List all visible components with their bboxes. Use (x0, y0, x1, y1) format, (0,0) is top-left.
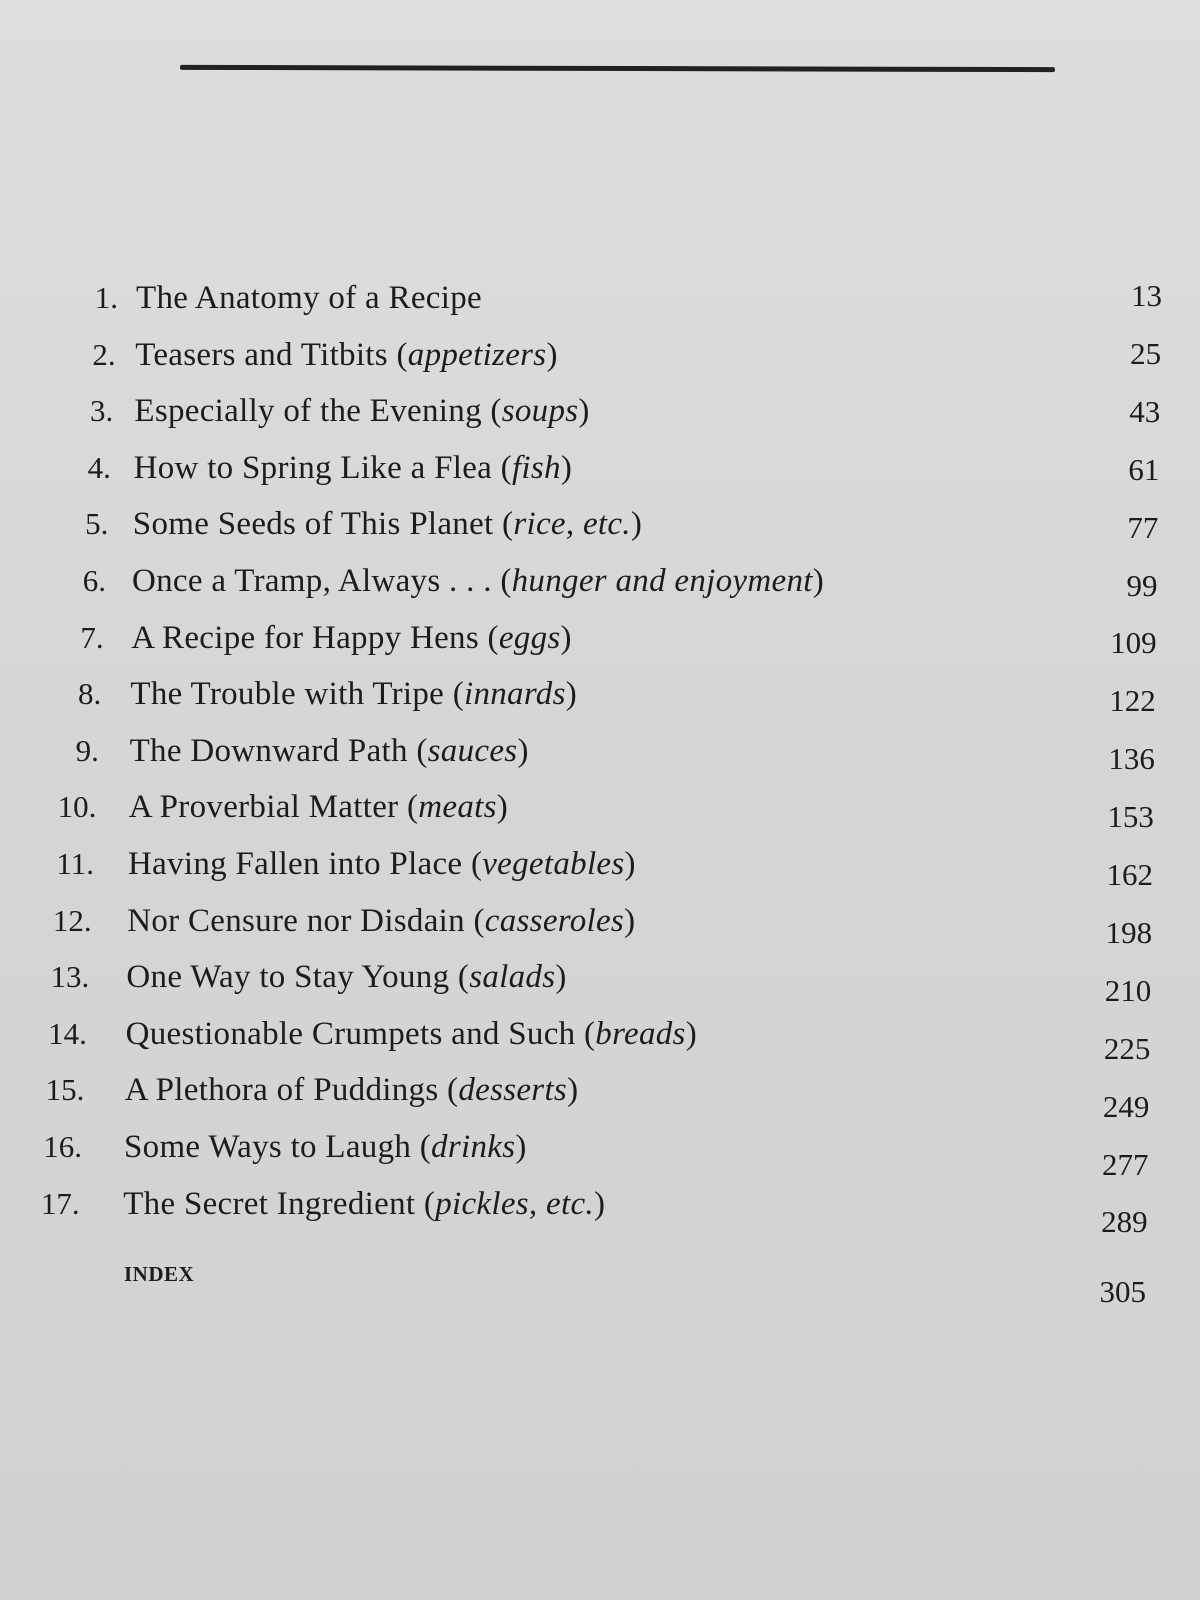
chapter-title-text: A Plethora of Puddings (124, 1072, 439, 1109)
toc-entry[interactable] (0, 612, 1200, 664)
page-number: 61 (1128, 451, 1160, 487)
page-number: 249 (1102, 1088, 1150, 1124)
page-number: 210 (1104, 972, 1152, 1008)
chapter-title: The Trouble with Tripe (innards) (130, 676, 578, 713)
chapter-subject: eggs (498, 619, 561, 656)
chapter-title-text: Especially of the Evening (134, 393, 482, 430)
page-number: 277 (1102, 1146, 1149, 1182)
chapter-title: The Downward Path (sauces) (129, 732, 529, 769)
chapter-title: Having Fallen into Place (vegetables) (128, 846, 636, 882)
chapter-title: The Secret Ingredient (pickles, etc.) (123, 1185, 606, 1222)
chapter-title: A Plethora of Puddings (desserts) (124, 1072, 579, 1109)
chapter-title (136, 272, 482, 324)
chapter-subject: desserts (458, 1072, 568, 1109)
page-number: 25 (1130, 335, 1162, 371)
chapter-subject: rice, etc. (513, 506, 631, 543)
chapter-title-text: A Recipe for Happy Hens (131, 619, 479, 656)
chapter-subject: vegetables (482, 846, 625, 882)
page-number: 153 (1107, 799, 1154, 835)
chapter-title: Teasers and Titbits (appetizers) (135, 336, 558, 373)
chapter-subject: casseroles (484, 902, 625, 939)
chapter-number: 12. (52, 902, 92, 938)
chapter-number: 16. (43, 1129, 82, 1164)
chapter-number: 5. (85, 506, 109, 542)
toc-entry[interactable] (0, 1064, 1200, 1124)
chapter-title-text: Questionable Crumpets and Such (125, 1015, 576, 1052)
chapter-number: 13. (50, 959, 90, 995)
toc-entry[interactable] (0, 781, 1200, 833)
chapter-subject: innards (463, 676, 566, 713)
chapter-subject: meats (418, 789, 497, 826)
chapter-title-text: Some Ways to Laugh (124, 1129, 412, 1165)
chapter-number: 9. (75, 732, 99, 768)
chapter-number: 6. (82, 563, 106, 598)
page-number: 225 (1103, 1030, 1151, 1066)
chapter-title-text: The Secret Ingredient (123, 1185, 416, 1222)
chapter-title-text: Teasers and Titbits (135, 336, 388, 373)
chapter-subject: soups (501, 393, 579, 430)
toc-entry[interactable] (0, 272, 1200, 324)
chapter-number: 17. (40, 1185, 80, 1221)
page-number: 77 (1127, 509, 1159, 545)
toc-entry[interactable] (0, 442, 1200, 494)
page-number: 122 (1109, 683, 1156, 719)
chapter-subject: drinks (431, 1129, 516, 1165)
chapter-number: 10. (57, 789, 97, 825)
chapter-title-text: Having Fallen into Place (128, 846, 463, 882)
chapter-subject: pickles, etc. (435, 1185, 594, 1222)
page-number: 162 (1106, 857, 1153, 892)
chapter-number: 8. (77, 676, 102, 712)
chapter-title-text: Nor Censure nor Disdain (127, 902, 465, 939)
chapter-number: 3. (89, 393, 114, 429)
chapter-title-text: Once a Tramp, Always . . . (132, 563, 492, 599)
chapter-number: 2. (92, 336, 116, 372)
chapter-title-text: The Anatomy of a Recipe (136, 280, 482, 316)
page-number: 43 (1129, 393, 1161, 429)
chapter-subject: appetizers (407, 336, 547, 373)
chapter-title: Some Ways to Laugh (drinks) (124, 1129, 527, 1165)
toc-entry[interactable] (0, 838, 1200, 890)
toc-entry[interactable] (0, 895, 1200, 950)
chapter-number: 4. (87, 449, 111, 485)
chapter-title: Questionable Crumpets and Such (breads) (125, 1015, 697, 1052)
chapter-subject: hunger and enjoyment (511, 563, 813, 599)
toc-entry[interactable] (0, 668, 1200, 720)
toc-entry[interactable] (0, 385, 1200, 437)
index-label: INDEX (124, 1262, 195, 1286)
chapter-number: 11. (56, 846, 94, 881)
toc-entry[interactable] (0, 1178, 1200, 1240)
toc-entry[interactable] (0, 1121, 1200, 1182)
page-number: 289 (1101, 1204, 1148, 1240)
chapter-title: A Proverbial Matter (meats) (128, 789, 509, 826)
toc-entry[interactable] (0, 725, 1200, 777)
chapter-title-text: One Way to Stay Young (126, 959, 450, 996)
chapter-subject: salads (469, 959, 556, 996)
chapter-title: A Recipe for Happy Hens (eggs) (131, 619, 572, 656)
index-page-number: 305 (1099, 1274, 1146, 1309)
page-number: 136 (1108, 741, 1155, 777)
chapter-title: Once a Tramp, Always . . . (hunger and enjoyment) (132, 563, 825, 599)
page-number: 13 (1131, 278, 1162, 313)
chapter-title: Nor Censure nor Disdain (casseroles) (127, 902, 636, 939)
chapter-subject: fish (511, 449, 561, 486)
page-number: 109 (1110, 625, 1157, 661)
toc-entry-index[interactable] (0, 1254, 1200, 1309)
chapter-title: Some Seeds of This Planet (rice, etc.) (132, 506, 643, 543)
chapter-number: 14. (48, 1015, 87, 1051)
chapter-number: 1. (94, 280, 118, 315)
page-number: 99 (1126, 567, 1158, 603)
page-number: 198 (1105, 914, 1153, 950)
toc-entry[interactable] (0, 951, 1200, 1008)
chapter-number: 7. (80, 619, 104, 655)
chapter-title: Especially of the Evening (soups) (134, 393, 590, 430)
chapter-title-text: A Proverbial Matter (128, 789, 399, 826)
toc-entry[interactable] (0, 1008, 1200, 1066)
chapter-title-text: The Trouble with Tripe (130, 676, 445, 713)
toc-entry[interactable] (0, 498, 1200, 550)
toc-entry[interactable] (0, 555, 1200, 607)
chapter-subject: sauces (427, 732, 518, 769)
chapter-title-text: The Downward Path (129, 732, 408, 769)
chapter-number: 15. (45, 1072, 85, 1108)
chapter-title: How to Spring Like a Flea (fish) (133, 449, 573, 486)
toc-entry[interactable] (0, 329, 1200, 381)
chapter-title-text: How to Spring Like a Flea (133, 449, 493, 486)
chapter-subject: breads (595, 1015, 686, 1052)
chapter-title-text: Some Seeds of This Planet (132, 506, 494, 543)
chapter-title: One Way to Stay Young (salads) (126, 959, 567, 996)
